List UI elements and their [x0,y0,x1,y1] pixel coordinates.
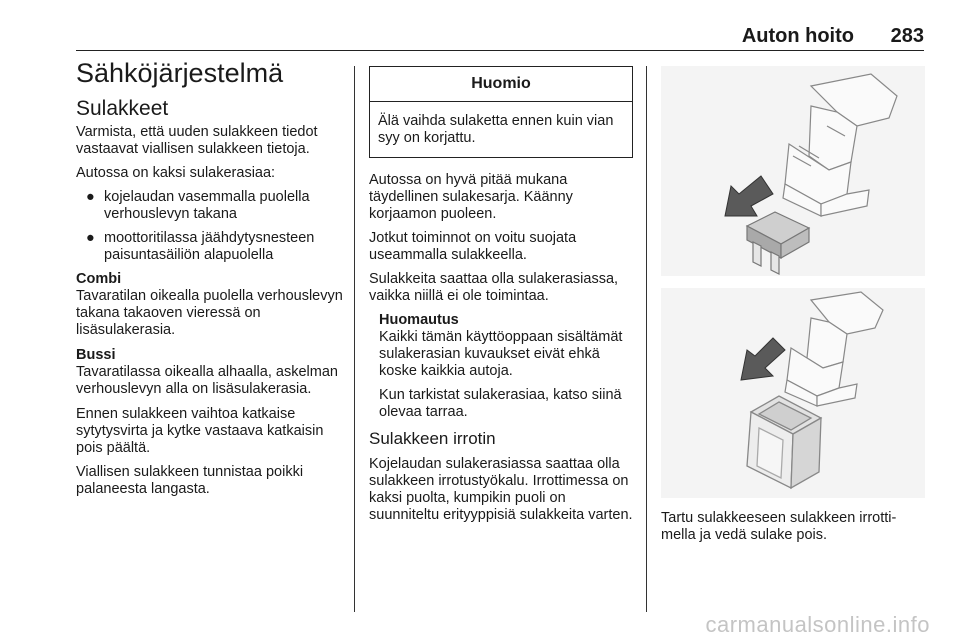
bullet-icon: ● [86,230,95,246]
note-text: Kun tarkistat sulakerasiaa, katso siinä olevaa tarraa. [379,387,622,420]
page-number: 283 [890,25,924,47]
column-divider [646,66,647,612]
paragraph: Sulakkeita saattaa olla sulakerasiassa, vaikka niillä ei ole toimintaa. [369,271,619,304]
column-2 [369,66,633,531]
notice-title: Huomio [370,67,632,102]
column-3 [661,66,925,551]
page-header [76,22,924,51]
list-item: ● kojelaudan vasemmalla puolella verhouslevyn takana [86,189,310,222]
notice-text: Älä vaihda sulaketta ennen kuin vian syy on korjattu. [378,113,614,146]
section-heading: Sulakkeet [76,97,169,120]
note-text: Kaikki tämän käyttöoppaan sisältämät sulakerasian kuvaukset eivät ehkä koske kaikkia autoja. [379,329,623,379]
paragraph: Autossa on kaksi sulakerasiaa: [76,165,276,181]
paragraph: Viallisen sulakkeen tunnistaa poikki palaneesta langasta. [76,464,304,497]
paragraph: Varmista, että uuden sulakkeen tiedot vastaavat viallisen sulakkeen tietoja. [76,124,318,157]
figure-caption: Tartu sulakkeeseen sulakkeen irrottimella ja vedä sulake pois. [661,510,897,543]
bussi-label: Bussi [76,347,116,363]
column-divider [354,66,355,612]
combi-label: Combi [76,271,122,287]
paragraph: Tavaratilan oikealla puolella verhouslevyn takana takaoven vieressä on lisäsulakerasia. [76,288,343,338]
note-block [369,312,633,421]
fuse-puller-illustration [661,288,925,498]
fuse-puller-illustration [661,66,925,276]
section-title: Auton hoito [741,25,854,47]
note-label: Huomautus [379,312,459,328]
bullet-list [76,189,344,264]
column-1 [76,56,344,505]
watermark: carmanualsonline.info [705,612,930,637]
paragraph: Tavaratilassa oikealla alhaalla, askelman verhouslevyn alla on lisäsulakerasia. [76,364,338,397]
bullet-icon: ● [86,189,95,205]
fuse-puller-figure-2 [661,288,925,498]
fuse-puller-figure-1 [661,66,925,276]
section-heading: Sulakkeen irrotin [369,429,496,448]
paragraph: Autossa on hyvä pitää mukana täydellinen sulakesarja. Käänny korjaamon puoleen. [369,172,573,222]
list-item: ● moottoritilassa jäähdytysnesteen paisuntasäiliön alapuolella [86,230,315,263]
paragraph: Kojelaudan sulakerasiassa saattaa olla sulakkeen irrotustyökalu. Irrottimessa on kaksi puolta, kumpikin puoli on suunniteltu erityyppisiä sulakkeita varten. [369,456,633,523]
page-title: Sähköjärjestelmä [76,58,284,88]
paragraph: Ennen sulakkeen vaihtoa katkaise sytytysvirta ja kytke vastaava katkaisin pois päältä. [76,406,324,456]
notice-box [369,66,633,158]
paragraph: Jotkut toiminnot on voitu suojata useammalla sulakkeella. [369,230,577,263]
